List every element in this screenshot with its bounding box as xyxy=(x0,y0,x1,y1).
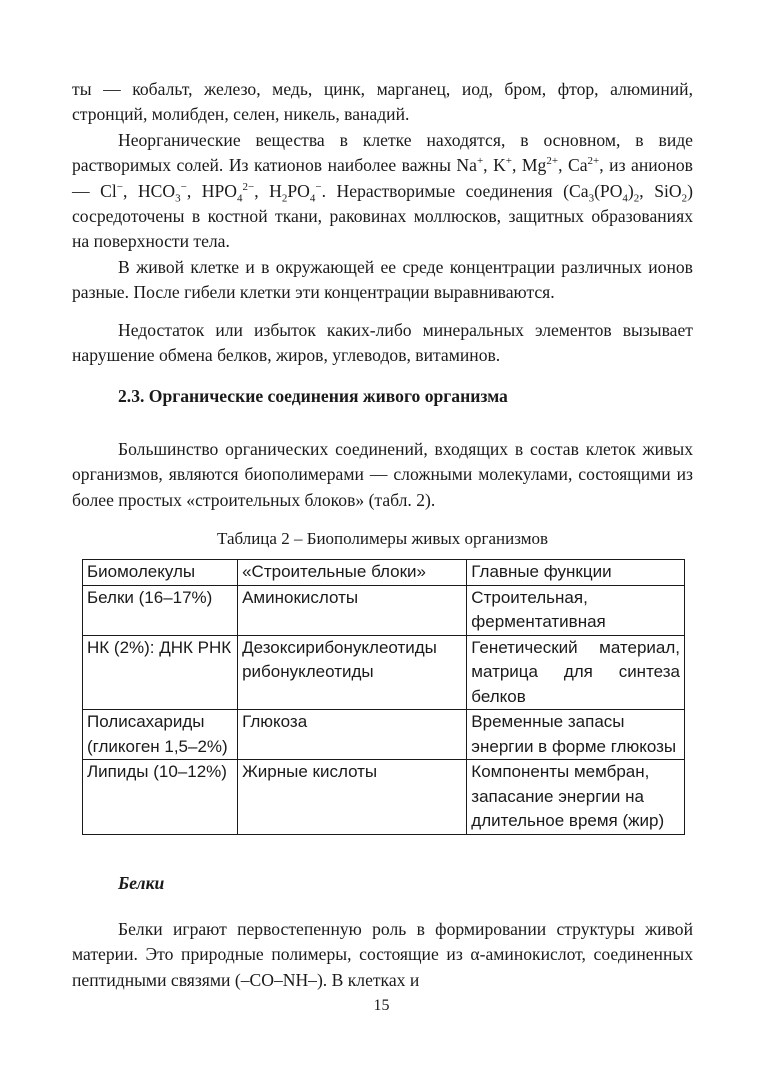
table-row xyxy=(83,760,685,835)
proteins-subheading: Белки xyxy=(118,873,165,893)
paragraph-inorganic-salts: Неорганические вещества в клетке находятся, в основном, в виде растворимых солей. Из катионов наиболее важны Na+, K+, $Mg^{2+}$, $Ca^{2+}$, из анионов — Cl−, $HCO_3^-$, $HPO_4^{2-}$, $H_2PO_4^-$. Нерастворимые соединения ($Ca_3(PO_4)_2$, SiO$_2$) сосредоточены в костной ткани, раковинах моллюсков, защитных образованиях на поверхности тела. xyxy=(72,130,693,252)
table-cell: Белки (16–17%) xyxy=(83,585,238,635)
paragraph-proteins: Белки играют первостепенную роль в формировании структуры живой материи. Это природные полимеры, состоящие из α-аминокислот, соединенных пептидными связями (–CO–NH–). В клетках и xyxy=(72,919,693,990)
table-cell: Дезоксирибонуклеотиды рибонуклеотиды xyxy=(238,635,467,710)
page-number: 15 xyxy=(373,997,390,1014)
section-heading: 2.3. Органические соединения живого организма xyxy=(118,386,508,406)
table-cell: Полисахариды (гликоген 1,5–2%) xyxy=(83,710,238,760)
table-cell: Временные запасы энергии в форме глюкозы xyxy=(467,710,685,760)
paragraph-ion-concentrations: В живой клетке и в окружающей ее среде концентрации различных ионов разные. После гибели клетки эти концентрации выравниваются. xyxy=(72,257,693,303)
table-cell: Строительная, ферментативная xyxy=(467,585,685,635)
table-caption: Таблица 2 – Биополимеры живых организмов xyxy=(216,529,548,548)
table-row xyxy=(83,635,685,710)
table-header-cell: «Строительные блоки» xyxy=(238,560,467,586)
table-cell: Жирные кислоты xyxy=(238,760,467,835)
table-cell: Аминокислоты xyxy=(238,585,467,635)
table-cell: Глюкоза xyxy=(238,710,467,760)
paragraph-trace-elements: ты — кобальт, железо, медь, цинк, марганец, иод, бром, фтор, алюминий, стронций, молибден, селен, никель, ванадий. xyxy=(72,79,693,125)
table-cell: Липиды (10–12%) xyxy=(83,760,238,835)
table-row xyxy=(83,710,685,760)
table-header-cell: Биомолекулы xyxy=(83,560,238,586)
table-row xyxy=(83,585,685,635)
table-cell: НК (2%): ДНК РНК xyxy=(83,635,238,710)
table-header-row xyxy=(83,560,685,586)
table-header-cell: Главные функции xyxy=(467,560,685,586)
table-cell: Генетический материал, матрица для синтеза белков xyxy=(467,635,685,710)
paragraph-mineral-deficiency: Недостаток или избыток каких-либо минеральных элементов вызывает нарушение обмена белков, жиров, углеводов, витаминов. xyxy=(72,320,693,366)
table-cell: Компоненты мембран, запасание энергии на длительное время (жир) xyxy=(467,760,685,835)
paragraph-biopolymers: Большинство органических соединений, входящих в состав клеток живых организмов, являются биополимерами — сложными молекулами, состоящими из более простых «строительных блоков» (табл. 2). xyxy=(72,439,693,510)
biopolymers-table xyxy=(82,559,685,835)
